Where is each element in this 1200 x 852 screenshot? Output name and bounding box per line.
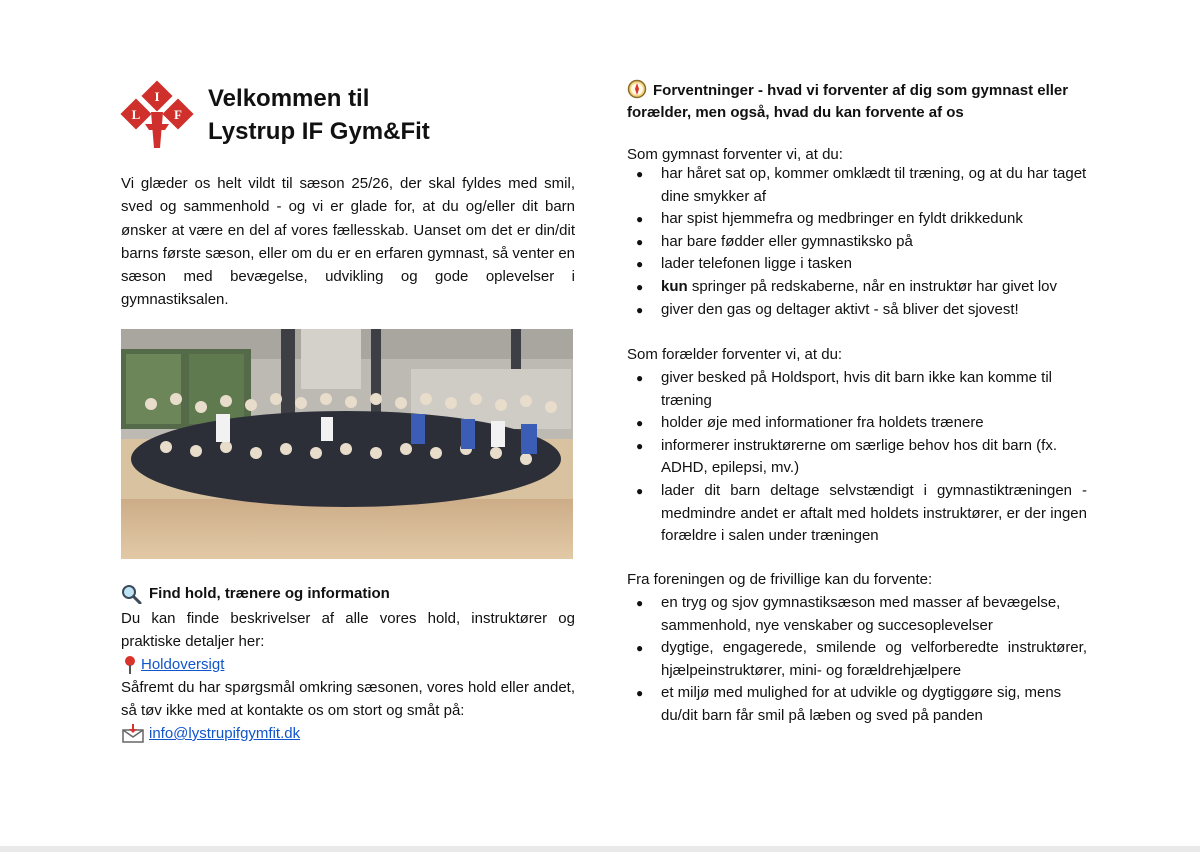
intro-paragraph: Vi glæder os helt vildt til sæson 25/26, der skal fyldes med smil, sved og sammenhold - og vi er glade for, at du og/eller dit barn ønsker at være en del af vores fællesskab. Uanset om det er din/dit barns første sæson, eller om du er en erfaren gymnast, så venter en sæson med bevægelse, udvikling og gode oplevelser i gymnastiksalen. <box>121 175 575 309</box>
logo-letter-i: I <box>154 89 160 104</box>
parent-list <box>627 367 1087 548</box>
bold-kun: kun <box>661 277 688 295</box>
title-line-1: Velkommen til <box>208 85 370 112</box>
page-bottom-edge <box>0 846 1200 852</box>
expectations-heading <box>627 79 1087 124</box>
list-item: ● lader dit barn deltage selvstændigt i gymnastiktræningen - medmindre andet er aftalt med holdets instruktører, er der ingen forældre i salen under træningen <box>627 480 1087 548</box>
list-item: ● har spist hjemmefra og medbringer en fyldt drikkedunk <box>627 208 1087 231</box>
list-item: ● har håret sat op, kommer omklædt til træning, og at du har taget dine smykker af <box>627 163 1087 208</box>
holdoversigt-line <box>121 653 575 676</box>
parent-label: Som forælder forventer vi, at du: <box>627 346 843 363</box>
logo-letter-l: L <box>131 107 141 122</box>
gymnast-list <box>627 163 1087 321</box>
holdoversigt-link[interactable]: Holdoversigt <box>141 656 225 673</box>
page-title <box>208 82 430 148</box>
title-line-2: Lystrup IF Gym&Fit <box>208 118 430 145</box>
expectations-heading-text: Forventninger - hvad vi forventer af dig som gymnast eller forælder, men også, hvad du kan forvente af os <box>627 82 1069 121</box>
list-item: ● giver den gas og deltager aktivt - så bliver det sjovest! <box>627 299 1087 322</box>
logo-letter-f: F <box>174 107 182 122</box>
list-item-rest: springer på redskaberne, når en instruktør har givet lov <box>687 277 1058 295</box>
find-text-2: Såfremt du har spørgsmål omkring sæsonen, vores hold eller andet, så tøv ikke med at kontakte os om stort og småt på: <box>121 679 575 719</box>
magnifying-glass-icon <box>121 584 143 604</box>
find-section-body <box>121 607 575 745</box>
find-heading-text: Find hold, trænere og information <box>149 585 390 602</box>
compass-icon <box>627 79 647 99</box>
find-text-1: Du kan finde beskrivelser af alle vores hold, instruktører og praktiske detaljer her: <box>121 610 575 650</box>
list-item: ● dygtige, engagerede, smilende og velforberedte instruktører, hjælpeinstruktører, mini- og forældrehjælpere <box>627 637 1087 682</box>
list-item: ● et miljø med mulighed for at udvikle og dygtiggøre sig, mens du/dit barn får smil på læben og sved på panden <box>627 682 1087 727</box>
find-section-heading <box>121 583 390 605</box>
list-item: ● giver besked på Holdsport, hvis dit barn ikke kan komme til træning <box>627 367 1087 412</box>
club-label: Fra foreningen og de frivillige kan du forvente: <box>627 571 933 588</box>
list-item: ● en tryg og sjov gymnastiksæson med masser af bevægelse, sammenhold, nye venskaber og succesoplevelser <box>627 592 1087 637</box>
club-list <box>627 592 1087 728</box>
group-photo <box>121 329 573 559</box>
email-line <box>121 722 575 745</box>
list-item: ● har bare fødder eller gymnastiksko på <box>627 231 1087 254</box>
list-item: ● lader telefonen ligge i tasken <box>627 253 1087 276</box>
gymnast-label: Som gymnast forventer vi, at du: <box>627 146 843 163</box>
list-item <box>627 276 1087 299</box>
pushpin-icon <box>121 655 139 675</box>
email-link[interactable]: info@lystrupifgymfit.dk <box>149 725 301 742</box>
inbox-icon <box>121 724 145 744</box>
list-item: ● informerer instruktørerne om særlige behov hos dit barn (fx. ADHD, epilepsi, mv.) <box>627 435 1087 480</box>
list-item: ● holder øje med informationer fra holdets trænere <box>627 412 1087 435</box>
club-logo <box>119 80 195 150</box>
